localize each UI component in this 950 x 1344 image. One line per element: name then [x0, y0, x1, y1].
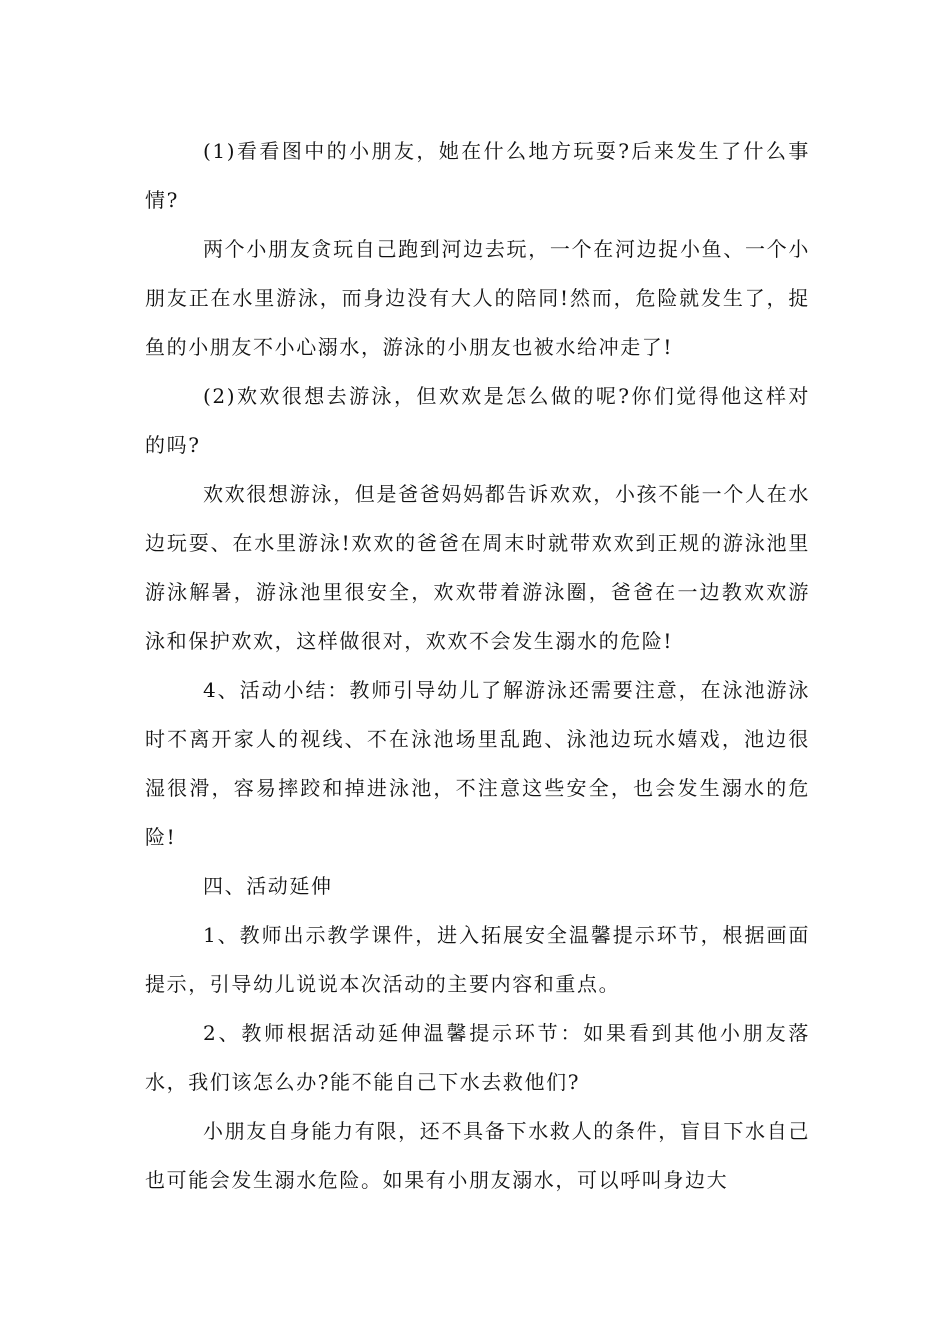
paragraph-question-2: (2)欢欢很想去游泳，但欢欢是怎么做的呢?你们觉得他这样对的吗? — [145, 384, 810, 457]
section-heading-extension: 四、活动延伸 — [203, 874, 333, 898]
paragraph-answer-1: 两个小朋友贪玩自己跑到河边去玩，一个在河边捉小鱼、一个小朋友正在水里游泳，而身边没有大人的陪同!然而，危险就发生了，捉鱼的小朋友不小心溺水，游泳的小朋友也被水给冲走了! — [145, 237, 810, 359]
paragraph-answer-2: 欢欢很想游泳，但是爸爸妈妈都告诉欢欢，小孩不能一个人在水边玩耍、在水里游泳!欢欢的爸爸在周末时就带欢欢到正规的游泳池里游泳解暑，游泳池里很安全，欢欢带着游泳圈，爸爸在一边教欢欢游泳和保护欢欢，这样做很对，欢欢不会发生溺水的危险! — [145, 482, 810, 653]
paragraph-activity-summary: 4、活动小结：教师引导幼儿了解游泳还需要注意，在泳池游泳时不离开家人的视线、不在泳池场里乱跑、泳池边玩水嬉戏，池边很湿很滑，容易摔跤和掉进泳池，不注意这些安全，也会发生溺水的危险! — [145, 678, 810, 849]
paragraph-extension-2: 2、教师根据活动延伸温馨提示环节：如果看到其他小朋友落水，我们该怎么办?能不能自己下水去救他们? — [145, 1021, 810, 1094]
document-body — [145, 127, 810, 1205]
paragraph-extension-answer: 小朋友自身能力有限，还不具备下水救人的条件，盲目下水自己也可能会发生溺水危险。如果有小朋友溺水，可以呼叫身边大 — [145, 1119, 810, 1192]
paragraph-extension-1: 1、教师出示教学课件，进入拓展安全温馨提示环节，根据画面提示，引导幼儿说说本次活动的主要内容和重点。 — [145, 923, 810, 996]
paragraph-question-1: (1)看看图中的小朋友，她在什么地方玩耍?后来发生了什么事情? — [145, 139, 810, 212]
